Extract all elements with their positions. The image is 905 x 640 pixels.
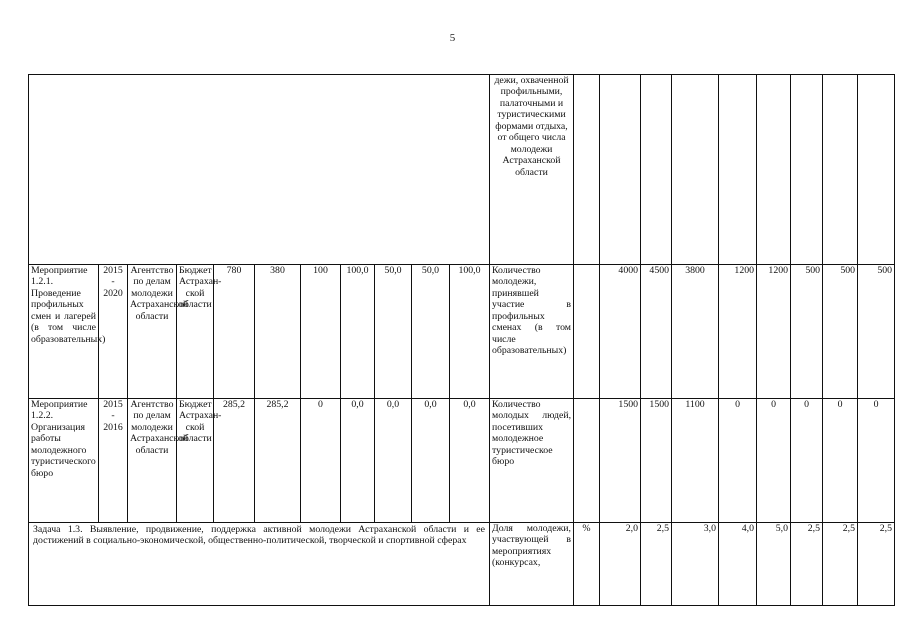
fin-cell: 100: [301, 265, 341, 399]
value-cell: 500: [791, 265, 823, 399]
fin-cell: 0,0: [412, 399, 450, 523]
fin-cell: 0,0: [450, 399, 490, 523]
table-row: [29, 399, 895, 523]
value-cell: 2,0: [600, 523, 641, 606]
value-cell: 2,5: [641, 523, 672, 606]
value-cell: 2,5: [791, 523, 823, 606]
unit-cell: [574, 75, 600, 265]
indicator-cell: Количество молодых людей, посетивших молодежное туристическое бюро: [490, 399, 574, 523]
value-cell: 2,5: [858, 523, 895, 606]
event-cell: Мероприятие 1.2.1. Проведение профильных смен и лагерей (в том числе образовательных): [29, 265, 99, 399]
continuation-row: [29, 75, 895, 265]
value-cell: 4000: [600, 265, 641, 399]
fin-cell: 0,0: [375, 399, 412, 523]
indicator-cell: Количество молодежи, принявшей участие в профильных сменах (в том числе образовательных): [490, 265, 574, 399]
value-cell: 0: [757, 399, 791, 523]
fin-cell: 0,0: [341, 399, 375, 523]
value-cell: 5,0: [757, 523, 791, 606]
value-cell: 2,5: [823, 523, 858, 606]
value-cell: 0: [791, 399, 823, 523]
fin-cell: 285,2: [214, 399, 255, 523]
page-number: 5: [449, 32, 456, 44]
years-cell: 2015 - 2020: [99, 265, 128, 399]
fin-cell: 0: [301, 399, 341, 523]
source-cell: Бюджет Астрахан-ской области: [177, 399, 214, 523]
value-cell: 500: [858, 265, 895, 399]
fin-cell: 100,0: [450, 265, 490, 399]
fin-cell: 50,0: [412, 265, 450, 399]
value-cell: 4500: [641, 265, 672, 399]
fin-cell: 285,2: [255, 399, 301, 523]
value-cell: 3800: [672, 265, 719, 399]
indicator-cell: дежи, охваченной профильными, палаточными и туристическими формами отдыха, от общего числа молодежи Астраханской области: [490, 75, 574, 265]
value-cell: 1100: [672, 399, 719, 523]
value-cell: 0: [719, 399, 757, 523]
value-cell: 1200: [757, 265, 791, 399]
table-row: [29, 265, 895, 399]
event-cell: Мероприятие 1.2.2. Организация работы молодежного туристического бюро: [29, 399, 99, 523]
fin-cell: 380: [255, 265, 301, 399]
value-cell: 0: [858, 399, 895, 523]
value-cell: 1500: [600, 399, 641, 523]
fin-cell: 50,0: [375, 265, 412, 399]
task-text: Задача 1.3. Выявление, продвижение, поддержка активной молодежи Астраханской области и ее достижений в социально-экономической, общественно-политической, творческой и спортивной сферах: [29, 523, 490, 606]
task-row: [29, 523, 895, 606]
unit-cell: [574, 265, 600, 399]
executor-cell: Агентство по делам молодежи Астраханской области: [128, 265, 177, 399]
fin-cell: 100,0: [341, 265, 375, 399]
value-cell: 500: [823, 265, 858, 399]
value-cell: 1500: [641, 399, 672, 523]
value-cell: 0: [823, 399, 858, 523]
value-cell: 3,0: [672, 523, 719, 606]
empty-cell: [29, 75, 490, 265]
years-cell: 2015 - 2016: [99, 399, 128, 523]
fin-cell: 780: [214, 265, 255, 399]
executor-cell: Агентство по делам молодежи Астраханской области: [128, 399, 177, 523]
source-cell: Бюджет Астрахан-ской области: [177, 265, 214, 399]
indicator-cell: Доля молодежи, участвующей в мероприятиях (конкурсах,: [490, 523, 574, 606]
unit-cell: %: [574, 523, 600, 606]
unit-cell: [574, 399, 600, 523]
program-table: [28, 74, 895, 606]
value-cell: 1200: [719, 265, 757, 399]
value-cell: 4,0: [719, 523, 757, 606]
